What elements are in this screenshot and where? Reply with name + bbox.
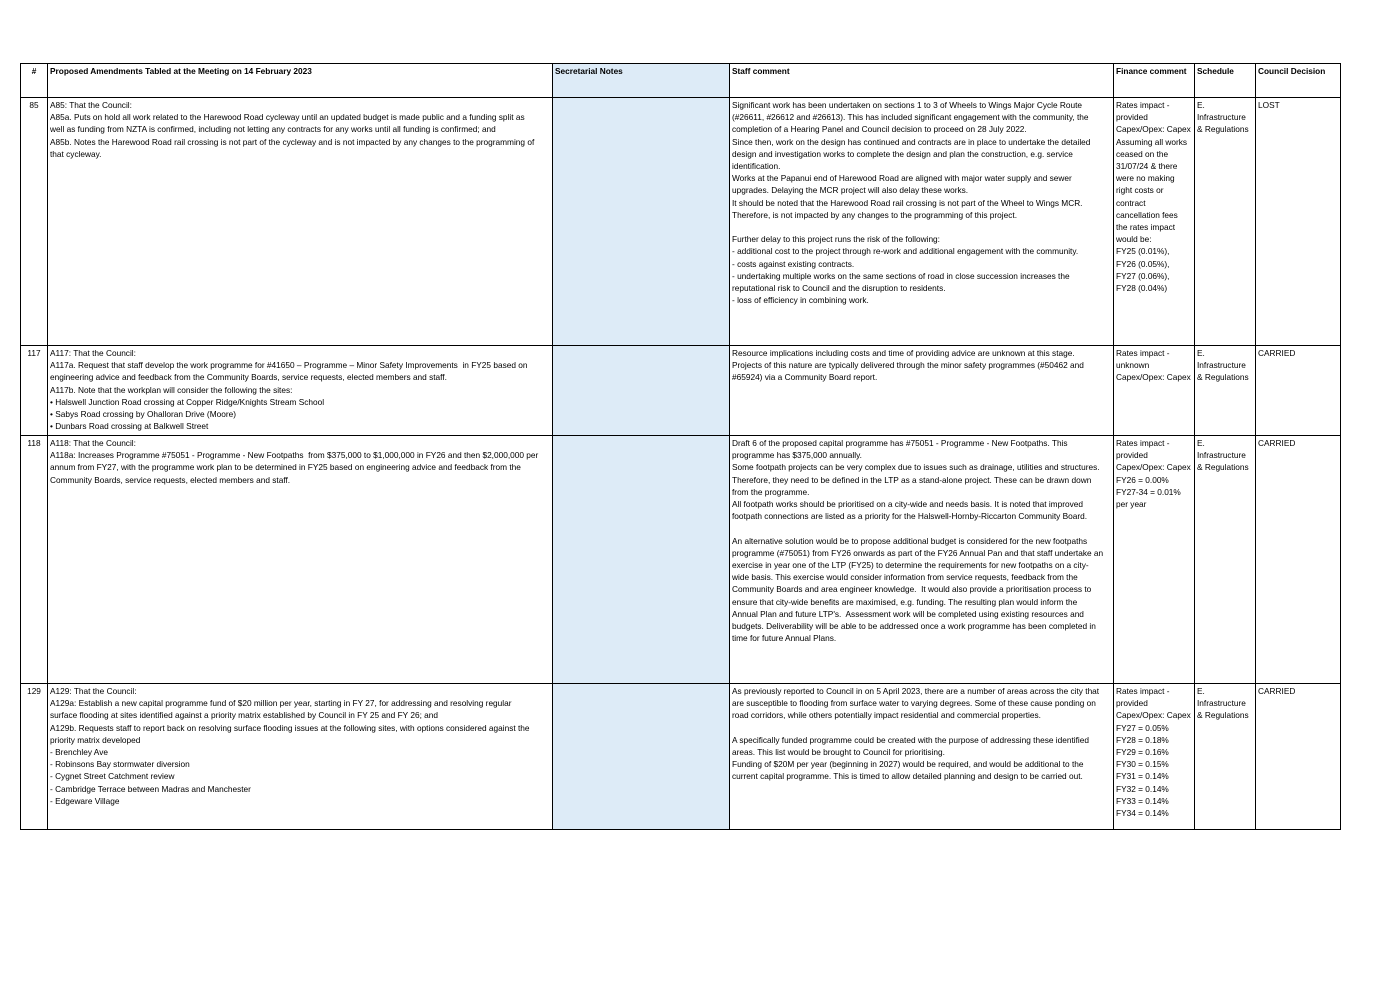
cell-line: A117a. Request that staff develop the work programme for #41650 – Programme – Minor Safety Improvements in FY25 based on [50, 360, 528, 371]
cell-line: time for future Annual Plans. [732, 633, 837, 644]
cell-line: budgets. Deliverability will be able to be addressed once a work programme has been completed in [732, 621, 1096, 632]
cell-line: All footpath works should be prioritised on a city-wide and needs basis. It is noted that improved [732, 499, 1083, 510]
cell-line: road corridors, while others potentially impact residential and commercial properties. [732, 710, 1041, 721]
cell-line: cancellation fees [1116, 209, 1178, 220]
finance-comment-cell [1114, 346, 1195, 436]
cell-line: contract [1116, 197, 1146, 208]
cell-line: identification. [732, 161, 781, 172]
cell-line: - Robinsons Bay stormwater diversion [50, 759, 190, 770]
cell-line: are susceptible to flooding from surface water to varying degrees. Some of these cause ponding on [732, 698, 1096, 709]
cell-line: E. [1197, 348, 1205, 358]
schedule-cell [1195, 98, 1256, 346]
cell-line: Capex/Opex: Capex [1116, 124, 1191, 135]
cell-line: Funding of $20M per year (beginning in 2027) would be required, and would be additional to the [732, 759, 1084, 770]
secretarial-notes-cell [553, 684, 730, 830]
cell-line: FY27-34 = 0.01% [1116, 486, 1181, 497]
cell-line: A118: That the Council: [50, 438, 136, 448]
cell-line: annum from FY27, with the programme work plan to be determined in FY25 based on engineering advice and feedback from the [50, 462, 521, 473]
cell-line: A85: That the Council: [50, 100, 132, 110]
cell-line: • Dunbars Road crossing at Balkwell Street [50, 421, 209, 432]
finance-comment-cell [1114, 436, 1195, 684]
schedule-cell [1195, 346, 1256, 436]
staff-comment-cell [730, 436, 1114, 684]
header-secretarial-notes: Secretarial Notes [553, 64, 730, 98]
cell-line: A85a. Puts on hold all work related to the Harewood Road cycleway until an updated budget is made public and a funding split as [50, 112, 525, 123]
cell-line: programme has $375,000 annually. [732, 450, 862, 461]
cell-line: A117b. Note that the workplan will consider the following the sites: [50, 384, 293, 395]
row-number: 118 [21, 436, 48, 684]
header-council-decision: Council Decision [1256, 64, 1341, 98]
cell-line: Draft 6 of the proposed capital programme has #75051 - Programme - New Footpaths. This [732, 438, 1068, 448]
header-schedule: Schedule [1195, 64, 1256, 98]
cell-line: Infrastructure [1197, 450, 1246, 461]
staff-comment-cell [730, 346, 1114, 436]
cell-line: Resource implications including costs and time of providing advice are unknown at this stage. [732, 348, 1075, 358]
amendment-cell [48, 98, 553, 346]
secretarial-notes-cell [553, 98, 730, 346]
cell-line: upgrades. Delaying the MCR project will also delay these works. [732, 185, 969, 196]
council-decision-cell: LOST [1256, 98, 1341, 346]
cell-line: Works at the Papanui end of Harewood Road are aligned with major water supply and sewer [732, 173, 1072, 184]
cell-line: 31/07/24 & there [1116, 161, 1178, 172]
cell-line: Some footpath projects can be very complex due to issues such as drainage, utilities and structures. [732, 462, 1100, 473]
finance-comment-cell [1114, 684, 1195, 830]
cell-line: Therefore, they need to be defined in the LTP as a stand-alone project. These can be drawn down [732, 474, 1092, 485]
cell-line: FY33 = 0.14% [1116, 795, 1169, 806]
cell-line: ceased on the [1116, 148, 1169, 159]
cell-line: A129: That the Council: [50, 686, 137, 696]
row-number: 129 [21, 684, 48, 830]
header-amendment: Proposed Amendments Tabled at the Meeting on 14 February 2023 [48, 64, 553, 98]
amendment-cell [48, 346, 553, 436]
cell-line: engineering advice and feedback from the Community Boards, service requests, elected members and staff. [50, 372, 447, 383]
cell-line: E. [1197, 100, 1205, 110]
schedule-cell [1195, 684, 1256, 830]
cell-line: exercise in year one of the LTP (FY25) to determine the requirements for new footpaths on a city- [732, 560, 1089, 571]
cell-line: completion of a Hearing Panel and Council decision to proceed on 28 July 2022. [732, 124, 1027, 135]
cell-line: Capex/Opex: Capex [1116, 462, 1191, 473]
cell-line: Rates impact - [1116, 348, 1170, 358]
cell-line: - Cygnet Street Catchment review [50, 771, 175, 782]
cell-line: & Regulations [1197, 372, 1249, 383]
cell-line: & Regulations [1197, 124, 1249, 135]
cell-line: priority matrix developed [50, 734, 141, 745]
cell-line: well as funding from NZTA is confirmed, including not letting any contracts for any works until all funding is confirmed; and [50, 124, 496, 135]
cell-line: - undertaking multiple works on the same sections of road in close succession increases the [732, 270, 1070, 281]
cell-line: • Halswell Junction Road crossing at Copper Ridge/Knights Stream School [50, 396, 325, 407]
cell-line: FY26 = 0.00% [1116, 474, 1169, 485]
cell-line: Therefore, is not impacted by any changes to the programming of this project. [732, 209, 1018, 220]
cell-line: - Cambridge Terrace between Madras and Manchester [50, 783, 251, 794]
council-decision-cell: CARRIED [1256, 346, 1341, 436]
cell-line: FY32 = 0.14% [1116, 783, 1169, 794]
cell-line: FY29 = 0.16% [1116, 747, 1169, 758]
amendments-table [20, 63, 1341, 830]
row-number: 85 [21, 98, 48, 346]
cell-line: Capex/Opex: Capex [1116, 372, 1191, 383]
cell-line [732, 522, 1111, 534]
cell-line: FY28 = 0.18% [1116, 734, 1169, 745]
cell-line: wide basis. This exercise would consider information from service requests, feedback from the [732, 572, 1078, 583]
table-row [21, 98, 1341, 346]
cell-line: from the programme. [732, 486, 810, 497]
cell-line: provided [1116, 450, 1148, 461]
staff-comment-cell [730, 684, 1114, 830]
cell-line: FY28 (0.04%) [1116, 283, 1168, 294]
cell-line: As previously reported to Council in on 5 April 2023, there are a number of areas across the city that [732, 686, 1100, 696]
cell-line: Rates impact - [1116, 438, 1170, 448]
cell-line: ensure that city-wide benefits are maximised, e.g. funding. The resulting plan would inform the [732, 596, 1078, 607]
cell-line: - loss of efficiency in combining work. [732, 295, 869, 306]
row-number: 117 [21, 346, 48, 436]
cell-line: Rates impact - [1116, 100, 1170, 110]
cell-line: Capex/Opex: Capex [1116, 710, 1191, 721]
cell-line: - additional cost to the project through re-work and additional engagement with the community. [732, 246, 1079, 257]
cell-line: • Sabys Road crossing by Ohalloran Drive (Moore) [50, 409, 236, 420]
amendment-cell [48, 684, 553, 830]
cell-line: Infrastructure [1197, 360, 1246, 371]
cell-line: Community Boards, service requests, elected members and staff. [50, 474, 291, 485]
cell-line: would be: [1116, 234, 1152, 245]
cell-line: Since then, work on the design has continued and contracts are in place to undertake the detailed [732, 136, 1091, 147]
cell-line: Significant work has been undertaken on sections 1 to 3 of Wheels to Wings Major Cycle Route [732, 100, 1083, 110]
cell-line: - Edgeware Village [50, 795, 120, 806]
cell-line: & Regulations [1197, 462, 1249, 473]
cell-line: - Brenchley Ave [50, 747, 108, 758]
cell-line: Infrastructure [1197, 698, 1246, 709]
cell-line: E. [1197, 438, 1205, 448]
cell-line: footpath connections are listed as a priority for the Halswell-Hornby-Riccarton Community Board. [732, 511, 1088, 522]
secretarial-notes-cell [553, 346, 730, 436]
cell-line: areas. This list would be brought to Council for prioritising. [732, 747, 945, 758]
cell-line: Further delay to this project runs the risk of the following: [732, 234, 940, 245]
cell-line: A129b. Requests staff to report back on resolving surface flooding issues at the following sites, with options considered against the [50, 722, 530, 733]
cell-line: reputational risk to Council and the disruption to residents. [732, 283, 946, 294]
cell-line: right costs or [1116, 185, 1164, 196]
cell-line: FY30 = 0.15% [1116, 759, 1169, 770]
cell-line: FY25 (0.01%), [1116, 246, 1170, 257]
cell-line: provided [1116, 112, 1148, 123]
cell-line: - costs against existing contracts. [732, 258, 855, 269]
cell-line: were no making [1116, 173, 1175, 184]
cell-line: #65924) via a Community Board report. [732, 372, 878, 383]
header-finance-comment: Finance comment [1114, 64, 1195, 98]
cell-line: Rates impact - [1116, 686, 1170, 696]
cell-line [732, 221, 1111, 233]
cell-line: FY31 = 0.14% [1116, 771, 1169, 782]
council-decision-cell: CARRIED [1256, 684, 1341, 830]
cell-line: the rates impact [1116, 222, 1176, 233]
cell-line: FY34 = 0.14% [1116, 808, 1169, 819]
cell-line: FY27 (0.06%), [1116, 270, 1170, 281]
secretarial-notes-cell [553, 436, 730, 684]
cell-line: Community Boards and area engineer knowledge. It would also provide a prioritisation process to [732, 584, 1092, 595]
cell-line: Assuming all works [1116, 136, 1188, 147]
cell-line: E. [1197, 686, 1205, 696]
cell-line: A118a: Increases Programme #75051 - Programme - New Footpaths from $375,000 to $1,000,000 in FY26 and then $2,000,000 per [50, 450, 539, 461]
cell-line [732, 722, 1111, 734]
cell-line: Projects of this nature are typically delivered through the minor safety programmes (#50462 and [732, 360, 1084, 371]
header-number: # [21, 64, 48, 98]
table-row [21, 684, 1341, 830]
cell-line: FY26 (0.05%), [1116, 258, 1170, 269]
cell-line: per year [1116, 499, 1147, 510]
header-staff-comment: Staff comment [730, 64, 1114, 98]
table-row [21, 346, 1341, 436]
schedule-cell [1195, 436, 1256, 684]
header-row [21, 64, 1341, 98]
cell-line: unknown [1116, 360, 1150, 371]
cell-line: programme (#75051) from FY26 onwards as part of the FY26 Annual Pan and that staff undertake an [732, 547, 1104, 558]
finance-comment-cell [1114, 98, 1195, 346]
cell-line: Annual Plan and future LTP's. Assessment work will be completed using existing resources and [732, 608, 1084, 619]
cell-line: It should be noted that the Harewood Road rail crossing is not part of the Wheel to Wings MCR. [732, 197, 1083, 208]
cell-line: provided [1116, 698, 1148, 709]
cell-line: surface flooding at sites identified against a priority matrix established by Council in FY 25 and FY 26; and [50, 710, 439, 721]
council-decision-cell: CARRIED [1256, 436, 1341, 684]
cell-line: that cycleway. [50, 148, 102, 159]
staff-comment-cell [730, 98, 1114, 346]
cell-line: (#26611, #26612 and #26613). This has included significant engagement with the community, the [732, 112, 1089, 123]
cell-line: & Regulations [1197, 710, 1249, 721]
cell-line: A specifically funded programme could be created with the purpose of addressing these identified [732, 734, 1089, 745]
amendment-cell [48, 436, 553, 684]
cell-line: current capital programme. This is timed to allow detailed planning and design to be carried out. [732, 771, 1083, 782]
cell-line: A85b. Notes the Harewood Road rail crossing is not part of the cycleway and is not impacted by any changes to the programming of [50, 136, 535, 147]
cell-line: design and investigation works to complete the design and plan the construction, e.g. service [732, 148, 1073, 159]
cell-line: A129a: Establish a new capital programme fund of $20 million per year, starting in FY 27, for addressing and resolving regular [50, 698, 512, 709]
cell-line: An alternative solution would be to propose additional budget is considered for the new footpaths [732, 535, 1088, 546]
cell-line: FY27 = 0.05% [1116, 722, 1169, 733]
cell-line: Infrastructure [1197, 112, 1246, 123]
table-row [21, 436, 1341, 684]
cell-line: A117: That the Council: [50, 348, 136, 358]
